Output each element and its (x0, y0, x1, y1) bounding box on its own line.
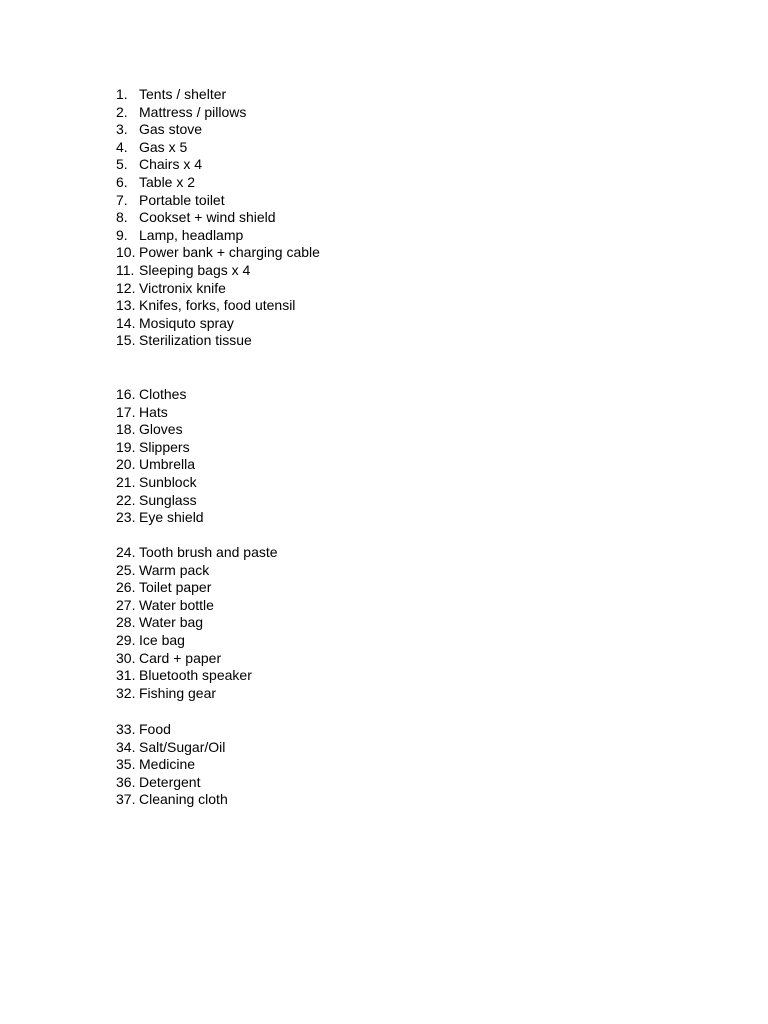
list-item-text: Sunglass (139, 491, 197, 508)
list-item-text: Lamp, headlamp (139, 226, 244, 243)
list-item-text: Food (139, 721, 171, 737)
list-item-number: 1. (116, 86, 128, 102)
list-item-number: 25. (116, 561, 136, 578)
list-item-number: 20. (116, 456, 136, 473)
list-item-text: Salt/Sugar/Oil (139, 738, 226, 755)
list-item-text: Fishing gear (139, 684, 217, 701)
list-item-text: Slippers (139, 438, 190, 455)
list-item-number: 14. (116, 314, 136, 331)
list-item-text: Table x 2 (139, 173, 196, 190)
list-item-text: Gas stove (139, 121, 203, 138)
list-item-text: Sterilization tissue (139, 332, 252, 349)
list-item-text: Mattress / pillows (139, 103, 247, 120)
list-item-text: Victronix knife (139, 279, 226, 296)
list-item-number: 33. (116, 721, 136, 737)
list-item-text: Medicine (139, 756, 196, 773)
list-item-number: 18. (116, 421, 136, 438)
list-item-number: 16. (116, 386, 136, 402)
list-item-number: 22. (116, 491, 136, 508)
list-item-number: 31. (116, 667, 136, 684)
list-item-number: 24. (116, 544, 136, 560)
list-item-number: 10. (116, 244, 136, 261)
list-item-text: Knifes, forks, food utensil (139, 297, 296, 314)
list-item-text: Bluetooth speaker (139, 667, 252, 684)
list-item-text: Cookset + wind shield (139, 209, 276, 226)
list-item-text: Power bank + charging cable (139, 244, 320, 261)
list-item-number: 29. (116, 631, 136, 648)
list-item-number: 27. (116, 596, 136, 613)
list-item-text: Toilet paper (139, 579, 212, 596)
list-item-number: 23. (116, 509, 136, 526)
list-item-text: Chairs x 4 (139, 156, 203, 173)
list-item-text: Card + paper (139, 649, 222, 666)
list-item-number: 15. (116, 332, 136, 349)
list-item-text: Water bottle (139, 596, 214, 613)
list-item-text: Eye shield (139, 509, 204, 526)
list-item-number: 13. (116, 297, 136, 314)
list-item-number: 36. (116, 773, 136, 790)
list-item-text: Tents / shelter (139, 86, 227, 102)
list-item-text: Tooth brush and paste (139, 544, 278, 560)
list-item-text: Gas x 5 (139, 138, 188, 155)
list-item-text: Detergent (139, 773, 201, 790)
list-item-number: 28. (116, 614, 136, 631)
list-item-text: Clothes (139, 386, 187, 402)
list-item-text: Sunblock (139, 473, 197, 490)
list-item-number: 3. (116, 121, 128, 138)
list-item-text: Warm pack (139, 561, 210, 578)
list-item-number: 2. (116, 103, 128, 120)
list-item-number: 19. (116, 438, 136, 455)
list-item-number: 8. (116, 209, 128, 226)
list-item-text: Cleaning cloth (139, 791, 228, 808)
list-item-number: 11. (116, 261, 135, 278)
list-item-number: 21. (116, 473, 136, 490)
list-item-text: Water bag (139, 614, 204, 631)
list-item-number: 30. (116, 649, 136, 666)
list-item-text: Umbrella (139, 456, 196, 473)
list-item-number: 17. (116, 403, 136, 420)
list-item-text: Ice bag (139, 631, 185, 648)
list-item-number: 6. (116, 173, 128, 190)
list-item-text: Gloves (139, 421, 183, 438)
list-item-number: 26. (116, 579, 136, 596)
list-item-number: 4. (116, 138, 128, 155)
list-item-number: 7. (116, 191, 128, 208)
list-item-number: 34. (116, 738, 136, 755)
list-item-text: Portable toilet (139, 191, 225, 208)
list-item-number: 35. (116, 756, 136, 773)
list-item-text: Mosiquto spray (139, 314, 234, 331)
list-item-text: Hats (139, 403, 168, 420)
list-item-number: 32. (116, 684, 136, 701)
list-item-number: 12. (116, 279, 136, 296)
list-item-text: Sleeping bags x 4 (139, 261, 251, 278)
list-item-number: 37. (116, 791, 136, 808)
list-item-number: 9. (116, 226, 128, 243)
list-item-number: 5. (116, 156, 128, 173)
